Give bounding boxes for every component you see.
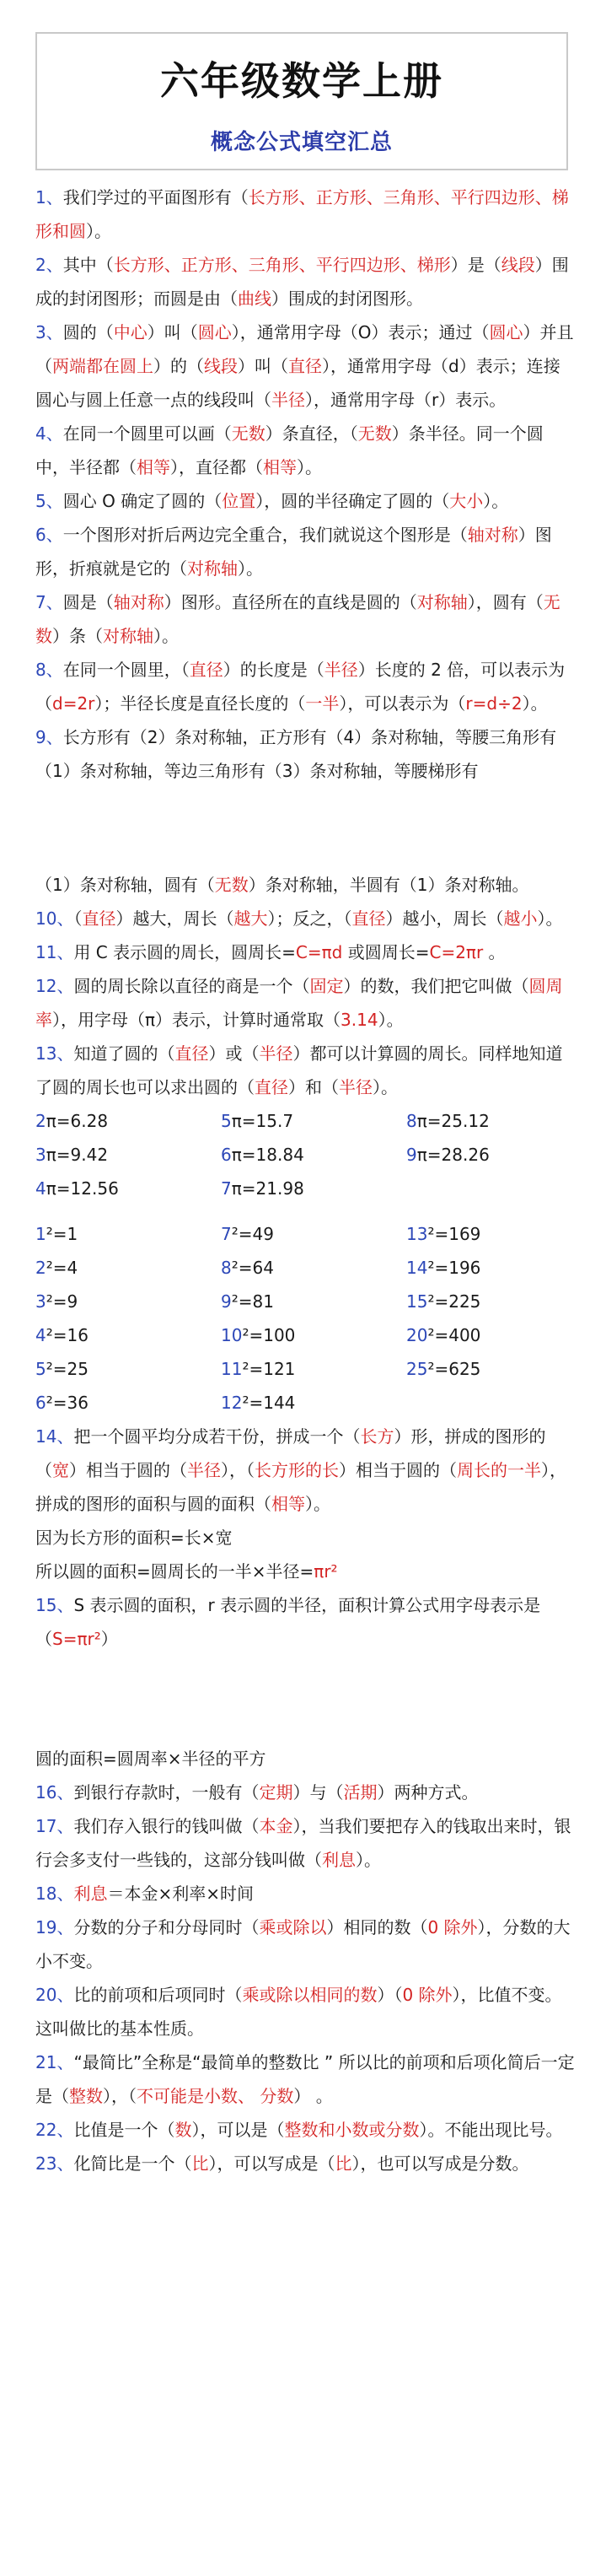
answer-text: 长方形、正方形、三角形、平行四边形、梯形和圆: [35, 187, 569, 241]
table-cell: 8π=25.12: [406, 1111, 490, 1131]
answer-text: 相等: [137, 457, 170, 477]
table-cell: 20²=400: [406, 1325, 481, 1345]
answer-text: 本金: [259, 1816, 293, 1836]
answer-text: 0 除外: [427, 1917, 478, 1937]
item-text: ）。: [297, 457, 322, 477]
item-text: ）: [100, 1629, 118, 1649]
list-item: [35, 417, 575, 484]
item-number: 13、: [35, 1043, 74, 1064]
answer-text: 周长的一半: [457, 1460, 541, 1480]
item-number: 22、: [35, 2120, 74, 2140]
pi-multiples-table: [35, 1104, 575, 1205]
answer-text: 固定: [309, 976, 344, 996]
answer-text: 线段: [204, 356, 238, 376]
answer-text: r=d÷2: [465, 693, 523, 714]
answer-text: 圆心: [197, 322, 232, 342]
item-text: ）相同的数（: [326, 1917, 428, 1937]
item-text: ）两种方式。: [377, 1782, 479, 1803]
item-number: 3、: [35, 322, 63, 342]
table-cell: [406, 1172, 575, 1205]
item-text: ）。不能出现比号。: [419, 2120, 563, 2140]
item-text: ）（: [377, 1985, 403, 2005]
item-number: 10、: [35, 908, 74, 929]
answer-text: 无数: [214, 875, 249, 895]
blank-gap: [35, 1656, 575, 1742]
list-item: [35, 902, 575, 935]
answer-text: 相等: [271, 1494, 305, 1514]
answer-text: 直径: [255, 1077, 288, 1097]
item-text: ）越小，周长（: [385, 908, 504, 929]
table-cell: 9π=28.26: [406, 1145, 490, 1165]
item-text: ）。: [522, 693, 548, 714]
item-text: 圆的（: [62, 322, 114, 342]
title-box: [35, 32, 568, 170]
answer-text: d=2r: [52, 693, 95, 714]
answer-text: 整数和小数或分数: [284, 2120, 420, 2140]
answer-text: 中心: [113, 322, 147, 342]
answer-text: 线段: [501, 255, 535, 275]
item-text: ），比值不变。这叫做比的基本性质。: [35, 1985, 562, 2039]
item-number: 12、: [35, 976, 74, 996]
answer-text: 对称轴: [103, 626, 153, 646]
item-text: ）图形。直径所在的直线是圆的（: [164, 592, 417, 612]
answer-text: 直径: [82, 908, 116, 929]
item-text: ）相当于圆的（: [69, 1460, 187, 1480]
list-item: [35, 1521, 575, 1555]
item-text: ），圆有（: [467, 592, 544, 612]
section-items-14-15: [35, 1420, 575, 1656]
item-text: ）的长度是（: [223, 660, 324, 680]
answer-text: 一半: [305, 693, 340, 714]
item-text: 一个图形对折后两边完全重合，我们就说这个图形是（: [62, 525, 468, 545]
item-text: ）。: [86, 221, 111, 241]
item-text: 所以圆的面积=圆周长的一半×半径=: [35, 1561, 314, 1582]
item-number: 21、: [35, 2052, 74, 2072]
answer-text: 直径: [189, 660, 223, 680]
item-text: ），可以写成是（: [208, 2153, 335, 2174]
item-text: ）。: [378, 1010, 404, 1030]
answer-text: 无数: [35, 592, 560, 646]
answer-text: 无数: [231, 423, 265, 444]
item-text: 圆的面积=圆周率×半径的平方: [35, 1749, 266, 1769]
answer-text: 长方形、正方形、三角形、平行四边形、梯形: [113, 255, 451, 275]
item-text: ），（: [103, 2086, 137, 2106]
list-item: [35, 2113, 575, 2147]
answer-text: 越大: [233, 908, 268, 929]
item-text: ）。: [537, 908, 563, 929]
answer-text: 半径: [324, 660, 358, 680]
item-text: （1）条对称轴，圆有（: [35, 875, 215, 895]
table-cell: 15²=225: [406, 1291, 481, 1312]
squares-table: [35, 1217, 575, 1420]
page-title: 六年级数学上册: [160, 58, 443, 104]
table-cell: 25²=625: [406, 1359, 481, 1379]
item-text: 圆的周长除以直径的商是一个（: [73, 976, 310, 996]
answer-text: 不可能是小数、 分数: [137, 2086, 294, 2106]
table-cell: 1²=1: [35, 1224, 78, 1244]
item-text: 用 C 表示圆的周长，圆周长=: [73, 942, 296, 962]
item-number: 6、: [35, 525, 63, 545]
item-text: ）叫（: [238, 356, 288, 376]
item-text: ）形，拼成的图形的（: [35, 1426, 546, 1480]
item-text: ）条对称轴，半圆有（1）条对称轴。: [248, 875, 529, 895]
item-number: 5、: [35, 491, 63, 511]
answer-text: 曲线: [238, 288, 271, 309]
answer-text: 长方形的长: [255, 1460, 339, 1480]
list-item: [35, 2147, 575, 2180]
item-text: ）围成的封闭图形。: [271, 288, 423, 309]
list-item: [35, 518, 575, 585]
content: [35, 181, 575, 2180]
item-text: ）相当于圆的（: [339, 1460, 457, 1480]
answer-text: 半径: [187, 1460, 221, 1480]
item-text: ）；反之，（: [267, 908, 352, 929]
answer-text: 对称轴: [187, 558, 238, 579]
answer-text: 整数: [69, 2086, 103, 2106]
item-text: ），也可以写成是分数。: [351, 2153, 529, 2174]
table-cell: 4π=12.56: [35, 1178, 119, 1199]
item-text: 把一个圆平均分成若干份，拼成一个（: [73, 1426, 361, 1447]
blank-gap: [35, 788, 575, 868]
answer-text: 比: [191, 2153, 209, 2174]
list-item: [35, 1978, 575, 2045]
item-text: ）。: [153, 626, 179, 646]
item-number: 8、: [35, 660, 63, 680]
item-text: ），用字母（π）表示，计算时通常取（: [52, 1010, 341, 1030]
item-text: 长方形有（2）条对称轴，正方形有（4）条对称轴，等腰三角形有（1）条对称轴，等边三角形有（3）条对称轴，等腰梯形有: [35, 727, 557, 781]
answer-text: 宽: [52, 1460, 69, 1480]
list-item: [35, 935, 575, 969]
item-number: 18、: [35, 1883, 74, 1904]
item-text: ），通常用字母（O）表示；通过（: [231, 322, 490, 342]
list-item: [35, 1809, 575, 1877]
answer-text: 半径: [271, 390, 305, 410]
item-text: ）叫（: [147, 322, 198, 342]
answer-text: S=πr²: [52, 1629, 101, 1649]
table-cell: 7²=49: [221, 1224, 274, 1244]
item-text: 化简比是一个（: [73, 2153, 192, 2174]
item-text: ），分数的大小不变。: [35, 1917, 571, 1971]
answer-text: 位置: [222, 491, 256, 511]
list-item: [35, 585, 575, 653]
item-number: 19、: [35, 1917, 74, 1937]
item-text: ）。: [238, 558, 263, 579]
section-items-1-9: [35, 181, 575, 788]
answer-text: 3.14: [341, 1010, 378, 1030]
table-cell: 5π=15.7: [221, 1111, 294, 1131]
answer-text: 半径: [339, 1077, 373, 1097]
item-number: 1、: [35, 187, 63, 207]
answer-text: 两端都在圆上: [52, 356, 153, 376]
list-item: [35, 2045, 575, 2113]
item-number: 11、: [35, 942, 74, 962]
answer-text: 0 除外: [402, 1985, 453, 2005]
answer-text: 乘或除以: [259, 1917, 327, 1937]
list-item: [35, 1742, 575, 1776]
item-text: ），可以表示为（: [339, 693, 466, 714]
item-number: 7、: [35, 592, 63, 612]
answer-text: 大小: [449, 491, 484, 511]
list-item: [35, 868, 575, 902]
list-item: [35, 653, 575, 720]
table-cell: 6²=36: [35, 1393, 88, 1413]
item-text: ）条直径，（: [265, 423, 358, 444]
table-cell: 3π=9.42: [35, 1145, 109, 1165]
list-item: [35, 1588, 575, 1656]
answer-text: 比: [335, 2153, 352, 2174]
item-text: 。: [483, 942, 506, 962]
table-cell: 6π=18.84: [221, 1145, 304, 1165]
item-text: 在同一个圆里，（: [62, 660, 190, 680]
item-text: ） 。: [293, 2086, 333, 2106]
answer-text: C=2πr: [429, 942, 484, 962]
table-cell: 5²=25: [35, 1359, 88, 1379]
table-cell: 2π=6.28: [35, 1111, 109, 1131]
item-text: 或圆周长=: [342, 942, 430, 962]
item-text: 比的前项和后项同时（: [73, 1985, 243, 2005]
table-cell: 4²=16: [35, 1325, 88, 1345]
table-cell: 10²=100: [221, 1325, 296, 1345]
item-text: ），拼成的图形的面积与圆的面积（: [35, 1460, 566, 1514]
page-subtitle: 概念公式填空汇总: [210, 130, 393, 155]
item-text: ）越大，周长（: [115, 908, 234, 929]
list-item: [35, 720, 575, 788]
item-text: ）和（: [288, 1077, 339, 1097]
table-cell: 2²=4: [35, 1258, 78, 1278]
item-text: ）长度的 2 倍，可以表示为（: [35, 660, 566, 714]
table-cell: [406, 1386, 575, 1420]
item-text: ），通常用字母（d）表示；连接圆心与圆上任意一点的线段叫（: [35, 356, 560, 410]
answer-text: 无数: [357, 423, 392, 444]
answer-text: C=πd: [295, 942, 343, 962]
item-text: ＝本金×利率×时间: [107, 1883, 254, 1904]
item-text: ）。: [356, 1850, 381, 1870]
item-text: ）条（: [52, 626, 103, 646]
item-text: ）或（: [208, 1043, 260, 1064]
item-number: 20、: [35, 1985, 74, 2005]
table-cell: 7π=21.98: [221, 1178, 304, 1199]
item-text: ）都可以计算圆的周长。同样地知道了圆的周长也可以求出圆的（: [35, 1043, 563, 1097]
item-text: 分数的分子和分母同时（: [73, 1917, 260, 1937]
item-text: ）图形，折痕就是它的（: [35, 525, 552, 579]
answer-text: πr²: [314, 1561, 338, 1582]
answer-text: 利息: [73, 1883, 108, 1904]
item-text: ）。: [483, 491, 509, 511]
answer-text: 数: [174, 2120, 192, 2140]
item-text: ）条半径。同一个圆中，半径都（: [35, 423, 544, 477]
list-item: [35, 1776, 575, 1809]
item-text: （: [73, 908, 83, 929]
item-text: 知道了圆的（: [73, 1043, 175, 1064]
item-text: ），通常用字母（r）表示。: [305, 390, 507, 410]
list-item: [35, 1555, 575, 1588]
answer-text: 半径: [259, 1043, 293, 1064]
section-items-10-13: [35, 868, 575, 1104]
item-number: 17、: [35, 1816, 74, 1836]
item-number: 23、: [35, 2153, 74, 2174]
table-cell: 14²=196: [406, 1258, 481, 1278]
answer-text: 圆周率: [35, 976, 563, 1030]
table-cell: 11²=121: [221, 1359, 296, 1379]
item-number: 15、: [35, 1595, 74, 1615]
list-item: [35, 1420, 575, 1521]
item-text: ），当我们要把存入的钱取出来时，银行会多支付一些钱的，这部分钱叫做（: [35, 1816, 571, 1870]
item-text: S 表示圆的面积，r 表示圆的半径，面积计算公式用字母表示是（: [35, 1595, 541, 1649]
table-cell: 9²=81: [221, 1291, 274, 1312]
table-cell: 13²=169: [406, 1224, 481, 1244]
item-text: 圆是（: [62, 592, 114, 612]
list-item: [35, 1037, 575, 1104]
list-item: [35, 969, 575, 1037]
item-number: 9、: [35, 727, 63, 747]
item-text: ）。: [373, 1077, 398, 1097]
item-text: 比值是一个（: [73, 2120, 175, 2140]
list-item: [35, 1910, 575, 1978]
item-text: ）围成的封闭图形；而圆是由（: [35, 255, 569, 309]
answer-text: 活期: [343, 1782, 378, 1803]
answer-text: 对称轴: [416, 592, 468, 612]
answer-text: 相等: [263, 457, 297, 477]
answer-text: 直径: [351, 908, 386, 929]
item-text: ）并且（: [35, 322, 574, 376]
item-text: 我们学过的平面图形有（: [62, 187, 249, 207]
answer-text: 轴对称: [467, 525, 518, 545]
item-text: ）。: [305, 1494, 330, 1514]
item-number: 14、: [35, 1426, 74, 1447]
item-text: 到银行存款时，一般有（: [73, 1782, 260, 1803]
answer-text: 乘或除以相同的数: [242, 1985, 378, 2005]
table-cell: 3²=9: [35, 1291, 78, 1312]
item-text: ）与（: [292, 1782, 344, 1803]
list-item: [35, 484, 575, 518]
answer-text: 长方: [360, 1426, 394, 1447]
item-text: 圆心 O 确定了圆的（: [62, 491, 223, 511]
item-text: ），圆的半径确定了圆的（: [255, 491, 450, 511]
answer-text: 圆心: [489, 322, 523, 342]
answer-text: 越小: [503, 908, 538, 929]
item-text: 因为长方形的面积=长×宽: [35, 1528, 233, 1548]
item-number: 2、: [35, 255, 63, 275]
section-items-16-23: [35, 1742, 575, 2180]
item-text: 其中（: [62, 255, 114, 275]
table-cell: 12²=144: [221, 1393, 296, 1413]
item-number: 16、: [35, 1782, 74, 1803]
item-text: ），直径都（: [170, 457, 263, 477]
item-text: ）；半径长度是直径长度的（: [94, 693, 306, 714]
item-text: 我们存入银行的钱叫做（: [73, 1816, 260, 1836]
item-text: ）的数，我们把它叫做（: [343, 976, 529, 996]
answer-text: 利息: [322, 1850, 356, 1870]
item-text: ），可以是（: [191, 2120, 285, 2140]
answer-text: 直径: [288, 356, 322, 376]
list-item: [35, 248, 575, 315]
table-cell: 8²=64: [221, 1258, 274, 1278]
item-text: ）是（: [450, 255, 501, 275]
answer-text: 直径: [174, 1043, 209, 1064]
list-item: [35, 1877, 575, 1910]
list-item: [35, 315, 575, 417]
item-text: 在同一个圆里可以画（: [62, 423, 232, 444]
answer-text: 定期: [259, 1782, 293, 1803]
list-item: [35, 181, 575, 248]
item-text: ）的（: [153, 356, 204, 376]
item-number: 4、: [35, 423, 63, 444]
item-text: ），（: [221, 1460, 255, 1480]
answer-text: 轴对称: [113, 592, 164, 612]
item-text: “最简比”全称是“最简单的整数比 ” 所以比的前项和后项化简后一定是（: [35, 2052, 575, 2106]
